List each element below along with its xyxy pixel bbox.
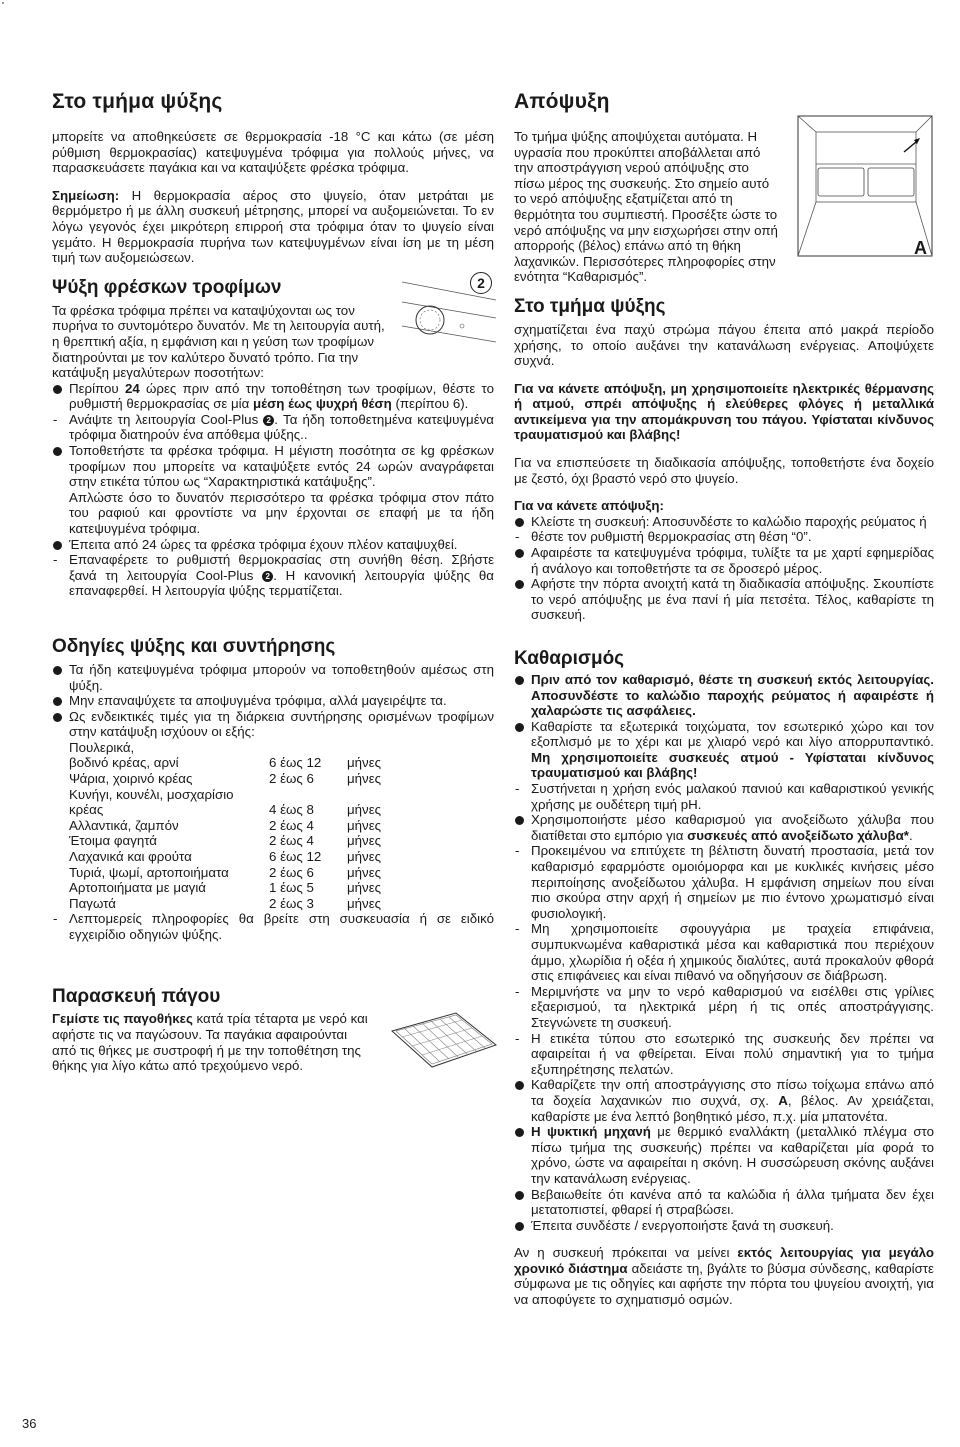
cleaning-step-protection: - Προκειμένου να επιτύχετε τη βέλτιστη δυνατή προστασία, μετά τον καθαρισμό εφαρμόστε ομοιόμορφα και με κυκλικές κινήσεις μέσο περιποίησης ανοξείδωτου χάλυβα. Η εμφάνιση σημείων που είναι πιο σκούρα στην αρχή ή σημείων με πιο έντονο χρωματισμό είναι φυσιολογική. <box>514 843 934 921</box>
long-absence-note <box>514 1245 934 1307</box>
defrost-speedup: Για να επισπεύσετε τη διαδικασία απόψυξης, τοποθετήστε ένα δοχείο με ζεστό, όχι βραστό νερό στο ψυγείο. <box>514 455 934 486</box>
food-name: Αρτοποιήματα με μαγιά <box>69 880 206 896</box>
section-title-freezer-defrost: Στο τμήμα ψύξης <box>514 296 666 318</box>
ice-tray-figure <box>388 1009 500 1076</box>
storage-item-1: Τα ήδη κατεψυγμένα τρόφιμα μπορούν να τοποθετηθούν αμέσως στη ψύξη. <box>52 662 494 693</box>
storage-table-row <box>69 849 381 865</box>
food-name: Ψάρια, χοιρινό κρέας <box>69 771 193 787</box>
food-name: Τυριά, ψωμί, αρτοποιήματα <box>69 864 229 880</box>
storage-table-row <box>69 833 381 849</box>
storage-duration: 2 έως 4 <box>269 817 314 833</box>
cleaning-step-cloth: - Συστήνεται η χρήση ενός μαλακού πανιού και καθαριστικού γενικής χρήσης με ουδέτερη τιμή pH. <box>514 781 934 812</box>
storage-duration: 2 έως 4 <box>269 833 314 849</box>
step-text: . Η κανονική λειτουργία ψύξης θα επαναφερθεί. Η λειτουργία ψύξης τερματίζεται. <box>69 567 494 599</box>
fridge-interior-figure <box>794 112 936 262</box>
storage-unit: μήνες <box>347 895 382 911</box>
storage-duration: 2 έως 3 <box>269 895 314 911</box>
storage-unit: μήνες <box>347 802 382 818</box>
storage-duration: 2 έως 6 <box>269 864 314 880</box>
step-set-thermostat <box>52 381 494 412</box>
storage-table-row <box>69 865 381 881</box>
storage-duration: 2 έως 6 <box>269 771 314 787</box>
cleaning-text: με θερμικό εναλλάκτη (μεταλλικό πλέγμα στο πίσω τμήμα της συσκευής) πρέπει να καθαρίζεται μία φορά το χρόνο, ώστε να αφαιρείται η σκόνη. Η συσσώρευση σκόνης αυξάνει την κατανάλωση ενέργειας. <box>531 1124 934 1186</box>
section-title-storage: Οδηγίες ψύξης και συντήρησης <box>52 636 336 658</box>
thermostat-figure <box>400 272 498 362</box>
defrost-how-title: Για να κάνετε απόψυξη: <box>514 498 664 514</box>
cleaning-fig-ref: A <box>778 1092 788 1108</box>
freezer-defrost-text: σχηματίζεται ένα παχύ στρώμα πάγου έπειτα από μακρά περίοδο χρήσης, το οποίο αυξάνει την κατανάλωση ενέργειας. Αποψύχετε συχνά. <box>514 321 934 369</box>
ice-text <box>52 1011 374 1073</box>
cleaning-steel-bold: συσκευές από ανοξείδωτο χάλυβα* <box>687 827 909 843</box>
food-name: βοδινό κρέας, αρνί <box>69 755 179 771</box>
storage-unit <box>347 787 381 803</box>
absence-text: αδειάστε τη, βγάλτε το βύσμα σύνδεσης, καθαρίστε σύμφωνα με τις οδηγίες και αφήστε την πόρτα του ψυγείου ανοιχτή, για να αποφύγετε το σχηματισμό οσμών. <box>514 1260 934 1308</box>
storage-table-row <box>69 755 381 771</box>
freezer-intro: μπορείτε να αποθηκεύσετε σε θερμοκρασία -18 °C και κάτω (σε μέση ρύθμιση θερμοκρασίας) κατεψυγμένα τρόφιμα για πολλούς μήνες, να παρασκευάσετε παγάκια και να καταψύξετε φρέσκα τρόφιμα. <box>52 129 494 176</box>
storage-unit: μήνες <box>347 880 382 896</box>
step-text: Επαναφέρετε το ρυθμιστή θερμοκρασίας στη συνήθη θέση. Σβήστε ξανά τη λειτουργία Cool-Plus <box>69 552 494 583</box>
step-text: . Τα ήδη τοποθετημένα κατεψυγμένα τρόφιμα διατηρούν ένα απόθεμα ψύξης.. <box>69 411 494 443</box>
defrost-step-2: - θέστε τον ρυθμιστή θερμοκρασίας στη θέση “0”. <box>514 529 934 545</box>
coolplus-number-badge: 2 <box>262 571 273 582</box>
fresh-food-intro: Τα φρέσκα τρόφιμα πρέπει να καταψύχονται ως τον πυρήνα το συντομότερο δυνατόν. Με τη λειτουργία αυτή, η θρεπτική αξία, η εμφάνιση και η γεύση των τροφίμων διατηρούνται με τον καλύτερο δυνατό τρόπο. Για την κατάψυξη μεγαλύτερων ποσοτήτων: <box>52 302 385 381</box>
storage-duration: 6 έως 12 <box>269 849 322 865</box>
step-coolplus-off <box>52 552 494 599</box>
storage-item-3: Ως ενδεικτικές τιμές για τη διάρκεια συντήρησης ορισμένων τροφίμων στην κατάψυξη ισχύουν οι εξής: <box>52 709 494 740</box>
cleaning-steam-warning: Μη χρησιμοποιείτε συσκευές ατμού - Υφίσταται κίνδυνος τραυματισμού και βλάβης! <box>531 749 934 781</box>
step-bold-hours: 24 <box>124 380 140 396</box>
defrost-step-3: Αφαιρέστε τα κατεψυγμένα τρόφιμα, τυλίξτε τα με χαρτί εφημερίδας ή ανάλογο και τοποθετήστε τα σε δροσερό μέρος. <box>514 545 934 576</box>
food-name: Πουλερικά, <box>69 739 135 755</box>
step-text: ώρες πριν από την τοποθέτηση των τροφίμων, θέστε το ρυθμιστή θερμοκρασίας σε μία <box>69 380 494 412</box>
note-text: Η θερμοκρασία αέρος στο ψυγείο, όταν μετράται με θερμόμετρο ή με άλλη συσκευή μέτρησης, μπορεί να αυξομειώνεται. Το εν λόγω γεγονός έχει μικρότερη επιρροή στα τρόφιμα όταν το ψυγείο είναι γεμάτο. Η θερμοκρασία πυρήνα των κατεψυγμένων είναι ίση με τη μέση τιμή των αυξομειώσεων. <box>52 187 494 266</box>
storage-unit: μήνες <box>347 833 382 849</box>
step-bold-position: μέση έως ψυχρή θέση <box>253 396 392 412</box>
temperature-note <box>52 188 494 266</box>
storage-unit: μήνες <box>347 849 382 865</box>
storage-table-row <box>69 740 381 756</box>
cleaning-text: Καθαρίζετε την οπή αποστράγγισης στο πίσω τοίχωμα επάνω από τα δοχεία λαχανικών πιο συχνά, σχ. <box>531 1077 934 1108</box>
step-text: (περίπου 6). <box>391 396 469 412</box>
step-text: Τοποθετήστε τα φρέσκα τρόφιμα. Η μέγιστη ποσότητα σε kg φρέσκων τροφίμων που μπορείτε να καταψύξετε εντός 24 ωρών αναγράφεται στην ετικέτα τύπου ως “Χαρακτηριστικά κατάψυξης”. <box>69 443 494 490</box>
defrost-step-4: Αφήστε την πόρτα ανοιχτή κατά τη διαδικασία απόψυξης. Σκουπίστε το νερό απόψυξης με ένα πανί ή μία πετσέτα. Τέλος, καθαρίστε τη συσκευή. <box>514 576 934 623</box>
food-name: Έτοιμα φαγητά <box>69 833 157 849</box>
right-column <box>514 90 934 1320</box>
step-coolplus-on <box>52 412 494 443</box>
storage-table-row <box>69 818 381 834</box>
food-name: κρέας <box>69 802 104 818</box>
cleaning-step-check-cables: Βεβαιωθείτε ότι κανένα από τα καλώδια ή άλλα τμήματα δεν έχει μετατοπιστεί, φθαρεί ή στραβώσει. <box>514 1187 934 1218</box>
corner-mark <box>2 2 4 4</box>
food-name: Αλλαντικά, ζαμπόν <box>69 817 179 833</box>
figure-number-badge: 2 <box>470 272 492 294</box>
defrost-steps <box>514 514 934 623</box>
cleaning-step-unplug: Πριν από τον καθαρισμό, θέστε τη συσκευή εκτός λειτουργίας. Αποσυνδέστε το καλώδιο παροχής ρεύματος ή αφαιρέστε ή χαλαρώστε τις ασφάλειες. <box>514 672 934 719</box>
page-number: 36 <box>22 1416 37 1431</box>
cleaning-step-reconnect: Έπειτα συνδέστε / ενεργοποιήστε ξανά τη συσκευή. <box>514 1218 934 1234</box>
cleaning-step-steel <box>514 812 934 843</box>
storage-duration: 1 έως 5 <box>269 880 314 896</box>
storage-duration: 4 έως 8 <box>269 802 314 818</box>
figure-label-a: A <box>914 238 927 258</box>
ice-tray-illustration <box>388 1009 500 1071</box>
cleaning-text: , βέλος. Αν χρειάζεται, καθαρίστε με ένα λεπτό βοηθητικό μέσο, π.χ. μία μπατονέτα. <box>531 1092 934 1124</box>
cleaning-step-condenser <box>514 1124 934 1186</box>
storage-list-2 <box>52 911 494 942</box>
cleaning-text: . <box>908 827 913 843</box>
cleaning-step-vents: - Μεριμνήστε να μην το νερό καθαρισμού να εισέλθει στις γρίλιες εξαερισμού, τα ηλεκτρικά μέρη ή τις οπές αποστράγγισης. Στεγνώνετε τη συσκευή. <box>514 984 934 1031</box>
storage-unit <box>347 740 381 756</box>
storage-duration <box>269 787 347 803</box>
spread-food-note: Απλώστε όσο το δυνατόν περισσότερο τα φρέσκα τρόφιμα στον πάτο του ραφιού και φροντίστε να μην έρχονται σε επαφή με τα ήδη κατεψυγμένα τρόφιμα. <box>69 489 494 537</box>
ice-section <box>52 987 494 1074</box>
section-title-defrost: Απόψυξη <box>514 90 610 113</box>
section-title-ice: Παρασκευή πάγου <box>52 985 221 1007</box>
cleaning-step-no-abrasives: - Μη χρησιμοποιείτε σφουγγάρια με τραχεία επιφάνεια, συμπυκνωμένα καθαριστικά μέσα και καθαριστικά που περιέχουν άμμο, χλωρίδια ή οξέα ή χημικούς διαλύτες, αυτά προκαλούν φθορά στις επιφάνειες και είναι πιθανό να οδηγήσουν σε διάβρωση. <box>514 921 934 983</box>
section-title-cleaning: Καθαρισμός <box>514 648 625 670</box>
absence-bold: εκτός λειτουργίας για μεγάλο χρονικό διάστημα <box>514 1245 934 1276</box>
storage-item-2: Μην επαναψύχετε τα αποψυγμένα τρόφιμα, αλλά μαγειρέψτε τα. <box>52 693 494 709</box>
fresh-food-section <box>52 274 494 381</box>
ice-body: κατά τρία τέταρτα με νερό και αφήστε τις να παγώσουν. Τα παγάκια αφαιρούνται από τις θήκες με συστροφή ή με την τοποθέτηση της θήκης για λίγο κάτω από τρεχούμενο νερό. <box>52 1011 368 1074</box>
cleaning-step-label: - Η ετικέτα τύπου στο εσωτερικό της συσκευής δεν πρέπει να αφαιρείται ή να φθείρεται. Είναι πολύ σημαντική για το τμήμα εξυπηρέτησης πελατών. <box>514 1031 934 1078</box>
storage-table-row <box>69 896 381 912</box>
defrost-section <box>514 90 934 285</box>
food-name: Παγωτά <box>69 895 116 911</box>
section-title-fresh-food: Ψύξη φρέσκων τροφίμων <box>52 276 282 298</box>
storage-more-info: - Λεπτομερείς πληροφορίες θα βρείτε στη συσκευασία ή σε ειδικό εγχειρίδιο οδηγιών ψύξης. <box>52 911 494 942</box>
fresh-food-steps-2 <box>52 537 494 599</box>
step-wait-24h: Έπειτα από 24 ώρες τα φρέσκα τρόφιμα έχουν πλέον καταψυχθεί. <box>52 537 494 553</box>
storage-table-row <box>69 880 381 896</box>
storage-unit: μήνες <box>347 864 382 880</box>
fresh-food-steps <box>52 381 494 490</box>
storage-duration <box>269 740 347 756</box>
storage-unit: μήνες <box>347 755 382 771</box>
cleaning-text: Καθαρίστε τα εξωτερικά τοιχώματα, τον εσωτερικό χώρο και τον εξοπλισμό με το χέρι και με χλιαρό νερό και λίγο απορρυπαντικό. <box>531 718 934 750</box>
storage-table-row <box>69 787 381 803</box>
section-title-freezer: Στο τμήμα ψύξης <box>52 90 223 113</box>
storage-duration: 6 έως 12 <box>269 755 322 771</box>
food-name: Λαχανικά και φρούτα <box>69 849 192 865</box>
cleaning-step-wash <box>514 719 934 781</box>
absence-text: Αν η συσκευή πρόκειται να μείνει <box>514 1245 738 1261</box>
storage-table-row <box>69 802 381 818</box>
defrost-step-1: Κλείστε τη συσκευή: Αποσυνδέστε το καλώδιο παροχής ρεύματος ή <box>514 514 934 530</box>
storage-unit: μήνες <box>347 771 382 787</box>
storage-times-table <box>69 740 381 912</box>
left-column <box>52 90 494 1086</box>
note-label: Σημείωση: <box>52 187 120 203</box>
ice-bold: Γεμίστε τις παγοθήκες <box>52 1011 193 1027</box>
step-place-food <box>52 443 494 490</box>
cleaning-steps <box>514 672 934 1233</box>
cleaning-condenser-bold: Η ψυκτική μηχανή <box>531 1124 651 1140</box>
defrost-text: Το τμήμα ψύξης αποψύχεται αυτόματα. Η υγρασία που προκύπτει αποβάλλεται από την αποστράγγιση νερού απόψυξης στο πίσω μέρος της συσκευής. Στο σημείο αυτό το νερό απόψυξης εξατμίζεται από τη θερμότητα του συμπιεστή. Προσέξτε ώστε το νερό απόψυξης να μην εισχωρήσει στην οπή απορροής (βέλος) επάνω από τη θήκη λαχανικών. Περισσότερες πληροφορίες στην ενότητα “Καθαρισμός”. <box>514 129 778 285</box>
cleaning-step-drain <box>514 1077 934 1124</box>
cleaning-text: Χρησιμοποιήστε μέσο καθαρισμού για ανοξείδωτο χάλυβα που διατίθεται στο εμπόριο για <box>531 812 934 843</box>
storage-table-row <box>69 771 381 787</box>
coolplus-number-badge: 2 <box>263 415 274 426</box>
step-text: Ανάψτε τη λειτουργία Cool-Plus <box>69 411 264 427</box>
food-name: Κυνήγι, κουνέλι, μοσχαρίσιο <box>69 786 234 802</box>
defrost-warning: Για να κάνετε απόψυξη, μη χρησιμοποιείτε ηλεκτρικές θέρμανσης ή ατμού, σπρέι απόψυξης ή ελεύθερες φλόγες ή μεταλλικά αντικείμενα για την απομάκρυνση του πάγου. Υφίσταται κίνδυνος τραυματισμού και βλάβης! <box>514 380 934 443</box>
step-text: Περίπου <box>69 380 125 396</box>
storage-list <box>52 662 494 740</box>
storage-unit: μήνες <box>347 817 382 833</box>
